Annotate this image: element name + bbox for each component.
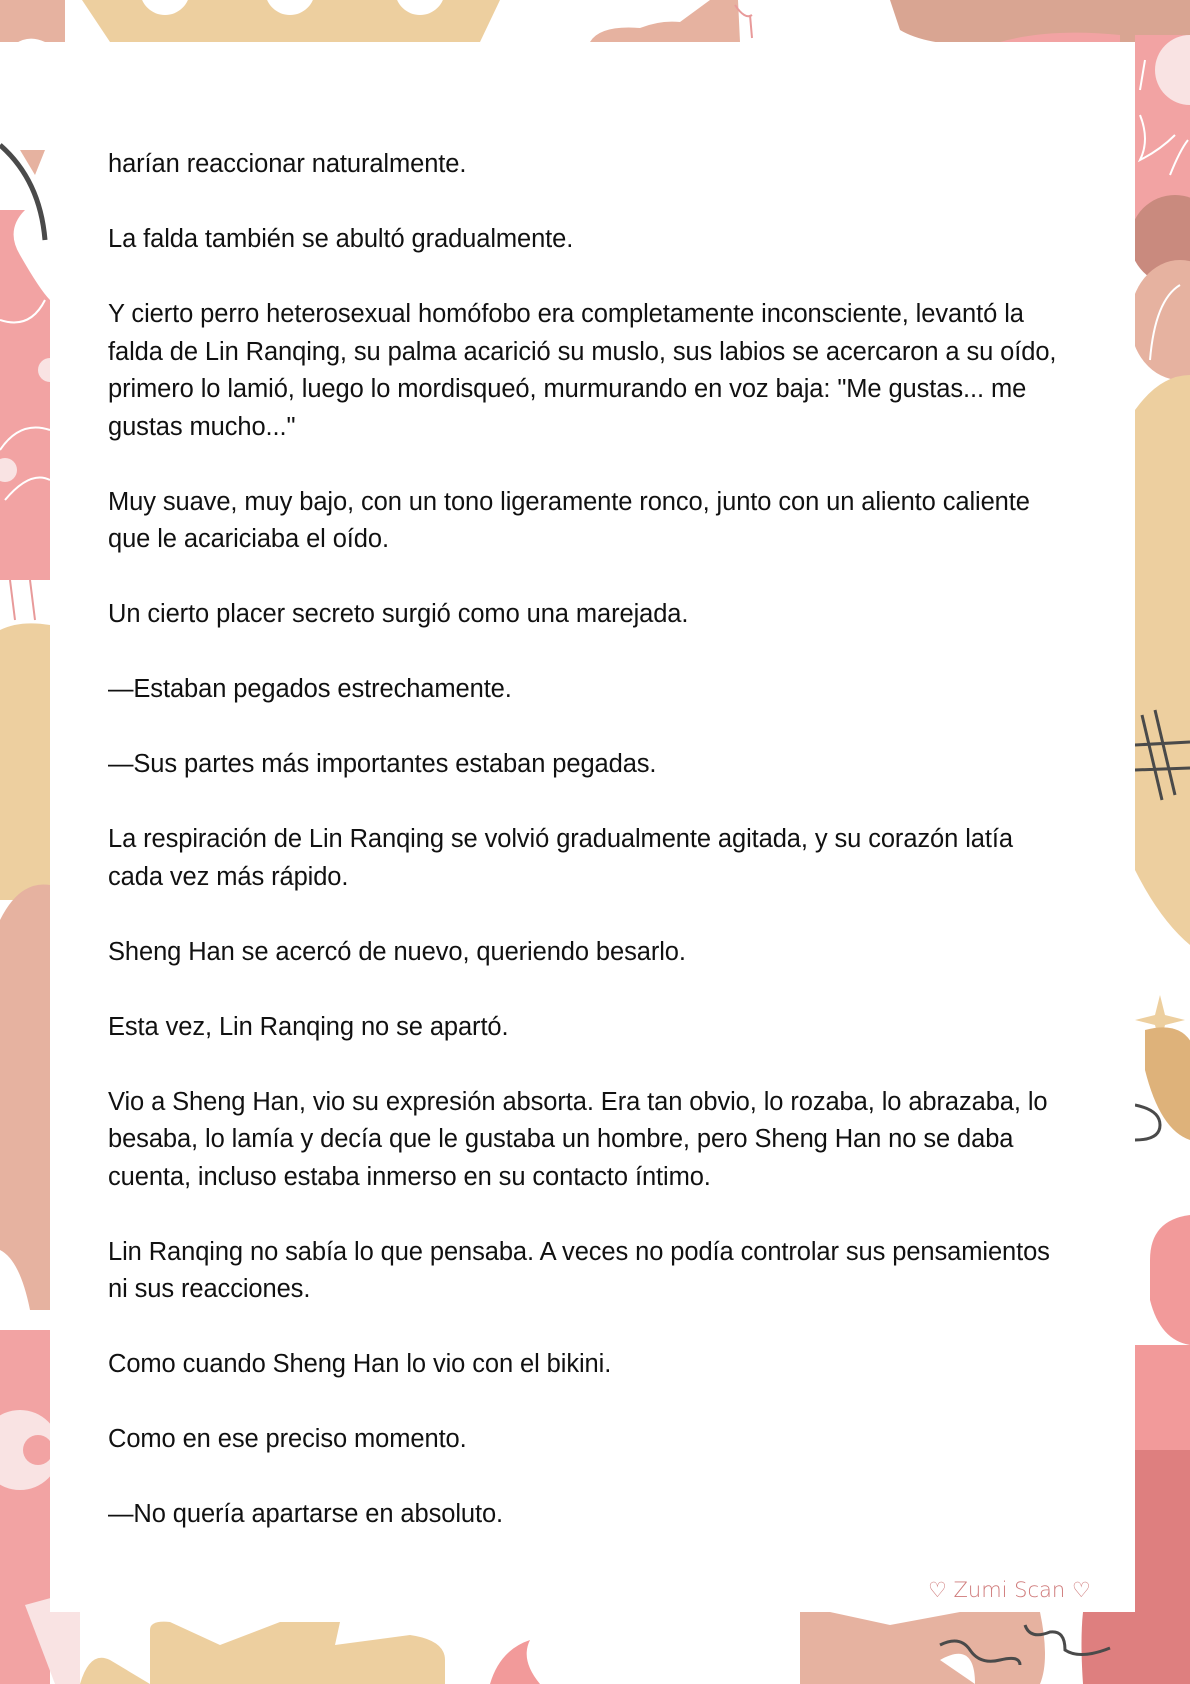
- paragraph: Y cierto perro heterosexual homófobo era completamente inconsciente, levantó la falda de Lin Ranqing, su palma acarició su muslo, sus labios se acercaron a su oído, primero lo lamió, luego lo mordisqueó, murmurando en voz baja: "Me gustas... me gustas mucho...": [108, 300, 1057, 441]
- paragraph: Como en ese preciso momento.: [108, 1425, 467, 1453]
- paragraph: Lin Ranqing no sabía lo que pensaba. A veces no podía controlar sus pensamientos ni sus reacciones.: [108, 1237, 1050, 1303]
- paragraph: —No quería apartarse en absoluto.: [108, 1500, 504, 1528]
- paragraph: Muy suave, muy bajo, con un tono ligeramente ronco, junto con un aliento caliente que le acariciaba el oído.: [108, 487, 1030, 553]
- paragraph: harían reaccionar naturalmente.: [108, 150, 467, 178]
- paragraph: La falda también se abultó gradualmente.: [108, 225, 574, 253]
- paragraph: La respiración de Lin Ranqing se volvió gradualmente agitada, y su corazón latía cada vez más rápido.: [108, 825, 1013, 891]
- paragraph: —Estaban pegados estrechamente.: [108, 675, 512, 703]
- paragraph: Un cierto placer secreto surgió como una marejada.: [108, 600, 689, 628]
- scanlator-credit: ♡ Zumi Scan ♡: [928, 1578, 1091, 1602]
- paragraph: Sheng Han se acercó de nuevo, queriendo besarlo.: [108, 937, 686, 966]
- paragraph: Como cuando Sheng Han lo vio con el bikini.: [108, 1350, 612, 1378]
- document-body: [108, 146, 1068, 1571]
- paragraph: Esta vez, Lin Ranqing no se apartó.: [108, 1012, 509, 1041]
- paragraph: —Sus partes más importantes estaban pegadas.: [108, 750, 657, 778]
- paragraph: Vio a Sheng Han, vio su expresión absorta. Era tan obvio, lo rozaba, lo abrazaba, lo besaba, lo lamía y decía que le gustaba un hombre, pero Sheng Han no se daba cuenta, incluso estaba inmerso en su contacto íntimo.: [108, 1087, 1048, 1191]
